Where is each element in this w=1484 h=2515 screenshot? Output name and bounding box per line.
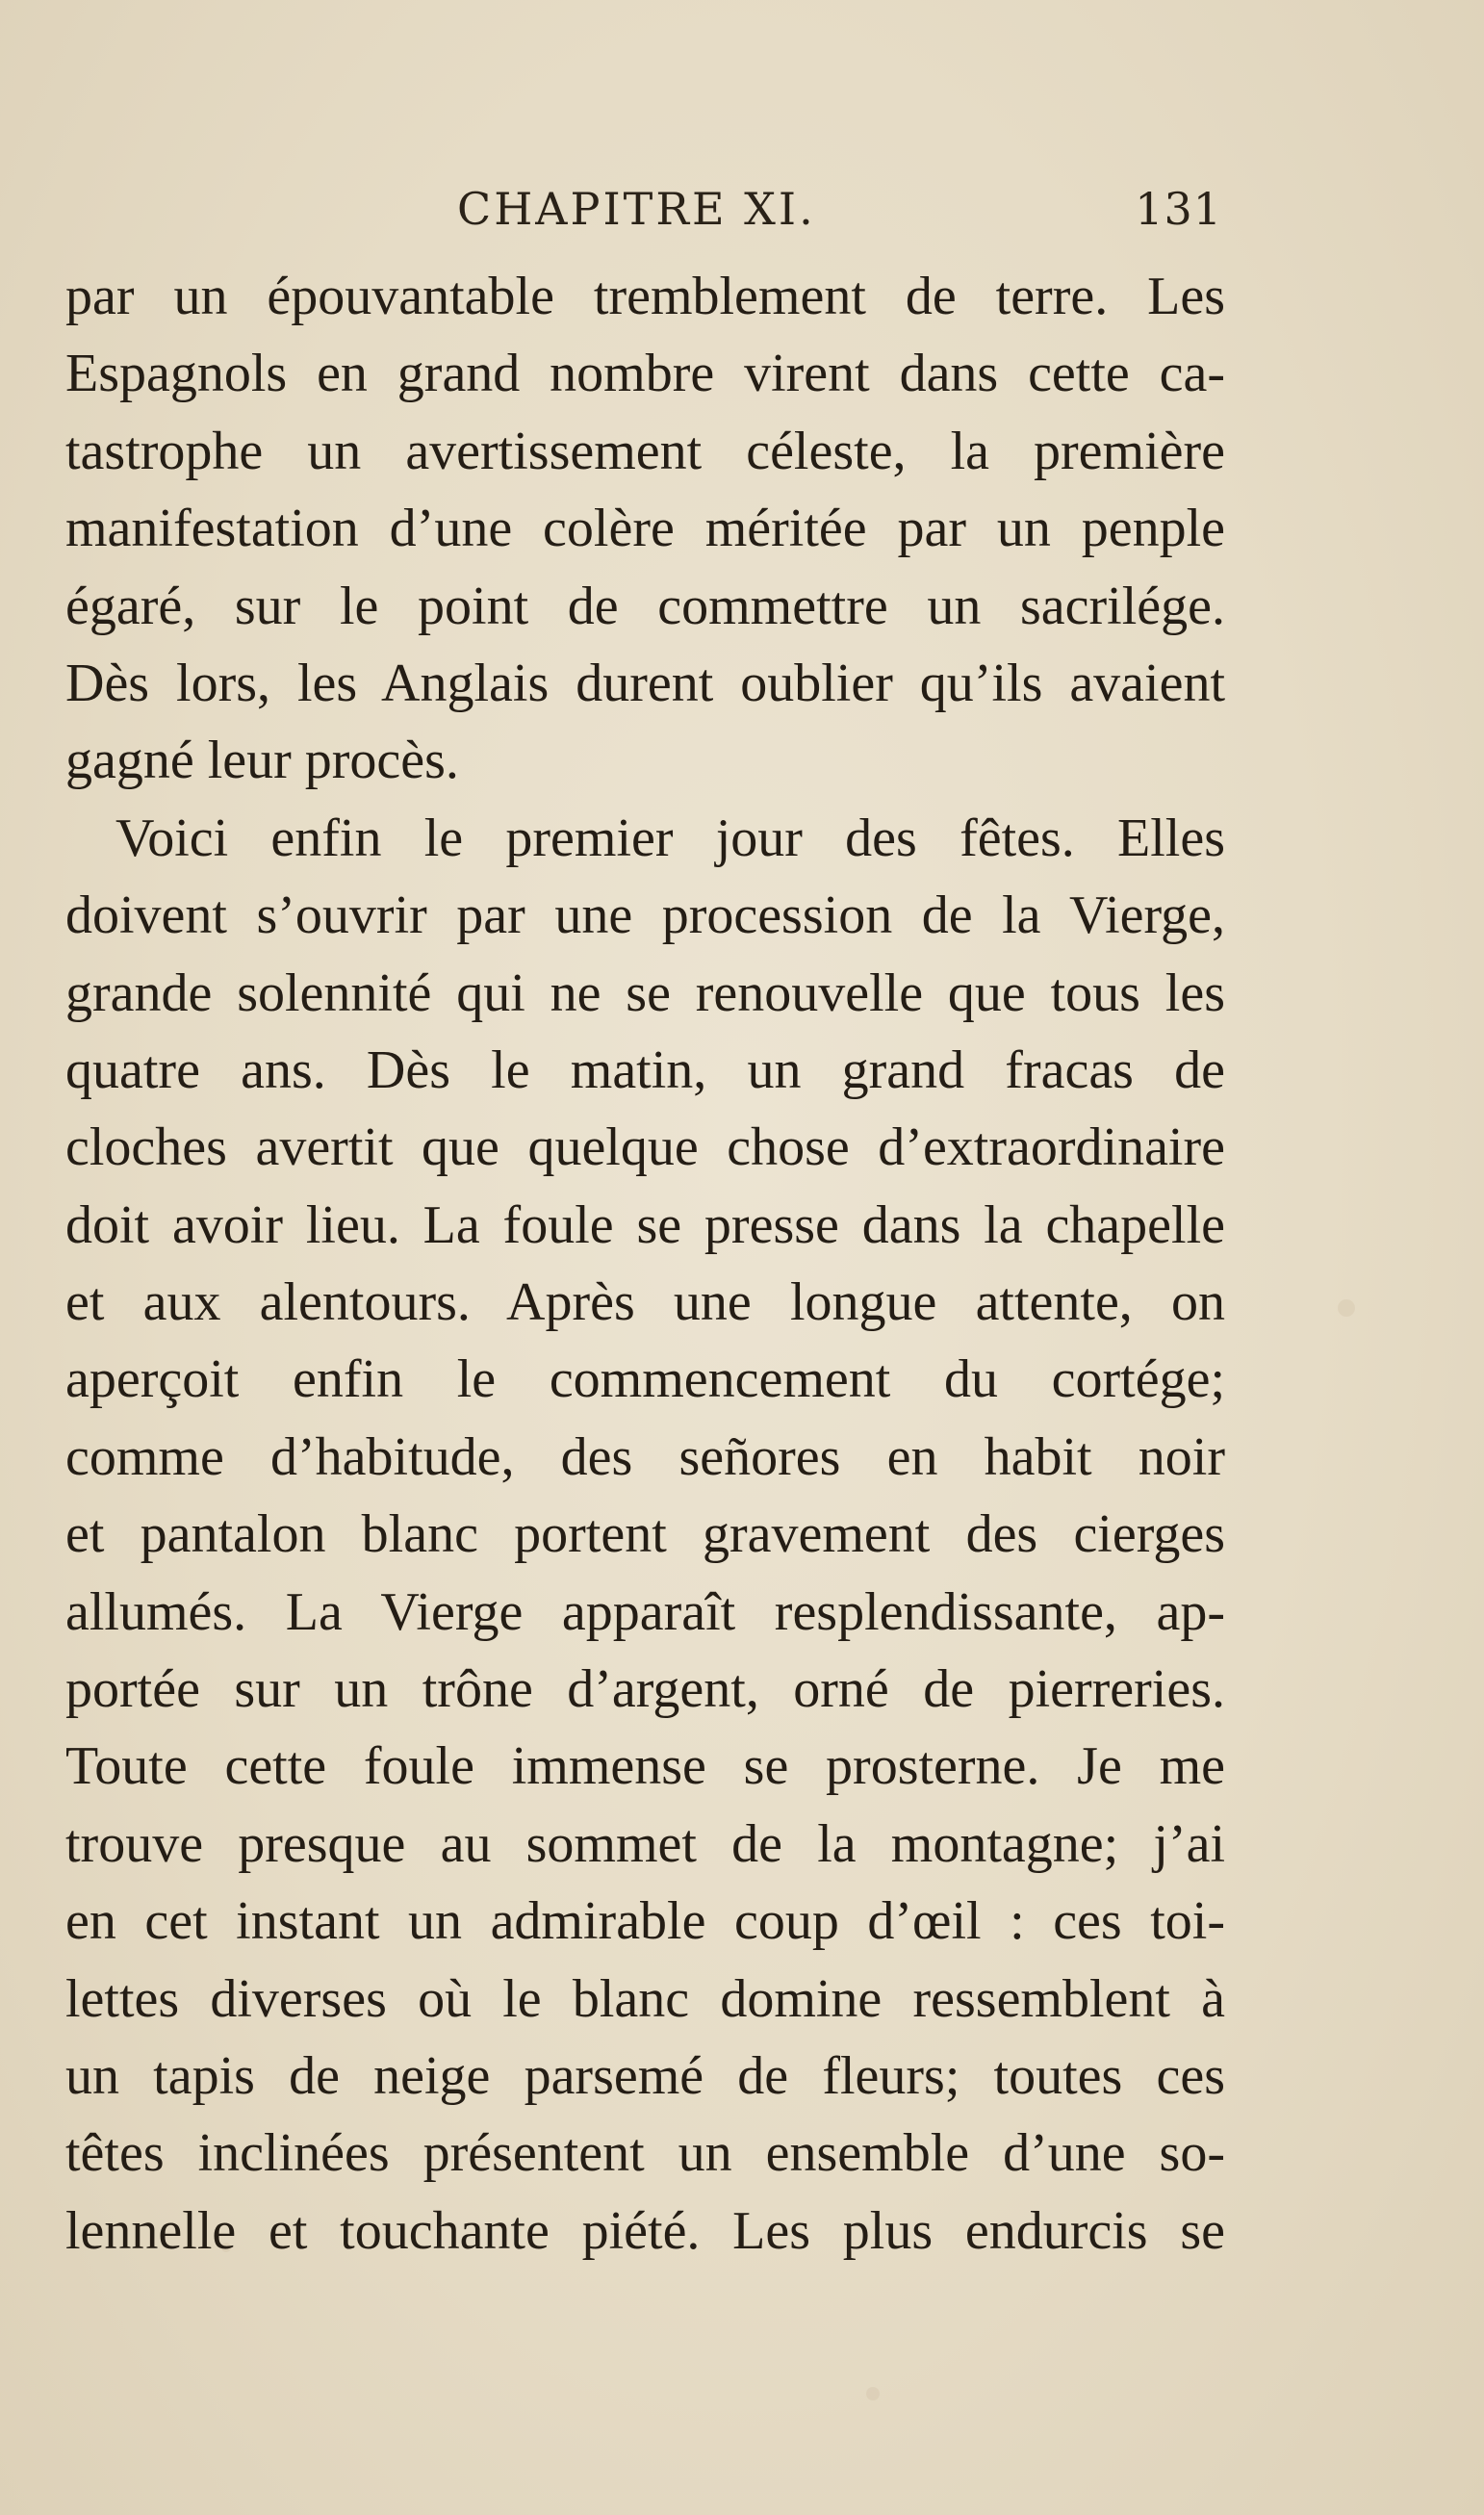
paragraph-start-line: Voici enfin le premier jour des fêtes. Elles	[115, 808, 1225, 868]
text-line: aperçoit enfin le commencement du cortége;	[65, 1349, 1225, 1410]
text-line: par un épouvantable tremblement de terre. Les	[65, 267, 1225, 326]
paper-stain	[866, 2387, 880, 2400]
text-line: en cet instant un admirable coup d’œil : ces toi-	[65, 1891, 1225, 1952]
text-line: et aux alentours. Après une longue attente, on	[65, 1272, 1225, 1333]
text-line: cloches avertit que quelque chose d’extraordinaire	[65, 1117, 1225, 1178]
text-line: allumés. La Vierge apparaît resplendissante, ap-	[65, 1581, 1225, 1642]
text-line: et pantalon blanc portent gravement des cierges	[65, 1504, 1225, 1565]
paper-stain	[1338, 1299, 1355, 1317]
text-line: Toute cette foule immense se prosterne. Je me	[65, 1736, 1225, 1797]
page-number: 131	[1135, 183, 1222, 235]
text-line: manifestation d’une colère méritée par un penple	[65, 499, 1225, 559]
running-header	[67, 183, 1222, 241]
text-line: trouve presque au sommet de la montagne; j’ai	[65, 1813, 1225, 1874]
text-line: lettes diverses où le blanc domine ressemblent à	[65, 1968, 1225, 2029]
text-line: doivent s’ouvrir par une procession de la Vierge,	[65, 885, 1225, 946]
text-line: tastrophe un avertissement céleste, la première	[65, 421, 1225, 481]
chapter-title: CHAPITRE XI.	[457, 183, 816, 235]
text-line: doit avoir lieu. La foule se presse dans la chapelle	[65, 1194, 1225, 1255]
text-line: lennelle et touchante piété. Les plus endurcis se	[65, 2200, 1225, 2261]
text-line: Espagnols en grand nombre virent dans cette ca-	[65, 344, 1225, 404]
text-line: grande solennité qui ne se renouvelle que tous les	[65, 962, 1225, 1023]
text-line: quatre ans. Dès le matin, un grand fracas de	[65, 1039, 1225, 1100]
text-line: un tapis de neige parsemé de fleurs; toutes ces	[65, 2045, 1225, 2106]
paragraph-end-line: gagné leur procès.	[65, 731, 459, 791]
text-line: Dès lors, les Anglais durent oublier qu’ils avaient	[65, 653, 1225, 713]
text-line: portée sur un trône d’argent, orné de pierreries.	[65, 1659, 1225, 1720]
text-line: comme d’habitude, des señores en habit noir	[65, 1426, 1225, 1487]
body-text	[65, 258, 1225, 2270]
text-line: têtes inclinées présentent un ensemble d’une so-	[65, 2123, 1225, 2184]
text-line: égaré, sur le point de commettre un sacrilége.	[65, 576, 1225, 636]
